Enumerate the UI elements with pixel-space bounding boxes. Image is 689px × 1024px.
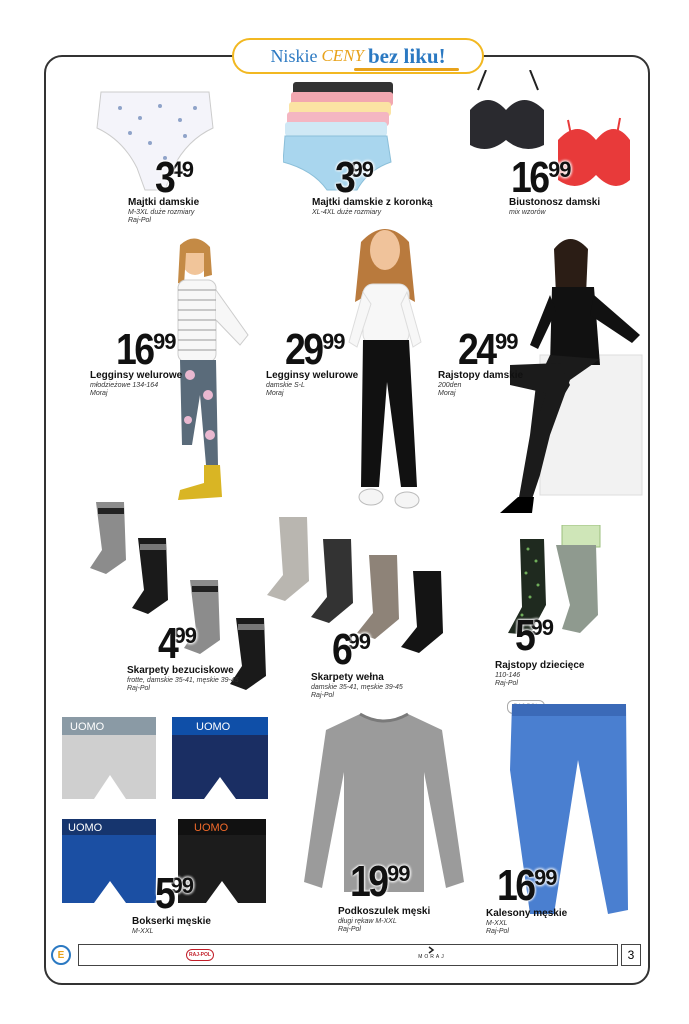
price-skarpety-welna: 6 99 [332, 625, 370, 674]
eleclerc-logo-icon: E [51, 945, 71, 965]
header-underline [354, 68, 459, 71]
price-biustonosz: 16 99 [511, 153, 571, 202]
header-part3: bez liku! [367, 43, 446, 68]
price-skarpety-bezuciskowe: 4 99 [158, 619, 196, 668]
price-rajstopy-dzieciece: 5 99 [515, 611, 553, 660]
header-banner [232, 38, 484, 74]
info-majtki-koronka: Majtki damskie z koronką XL-4XL duże rozmiary [312, 197, 433, 216]
info-kalesony: Kalesony męskie M-XXL Raj-Pol [486, 908, 568, 936]
info-skarpety-welna: Skarpety wełna damskie 35-41, męskie 39-45 Raj-Pol [311, 672, 403, 700]
info-legginsy-mlodziezowe: Legginsy welurowe młodzieżowe 134-164 Moraj [90, 370, 183, 398]
info-rajstopy-dzieciece: Rajstopy dziecięce 110-146 Raj-Pol [495, 660, 585, 688]
info-bokserki: Bokserki męskie M-XXL [132, 916, 211, 935]
moraj-chevron-icon [427, 946, 437, 954]
info-majtki-damskie: Majtki damskie M-3XL duże rozmiary Raj-Pol [128, 197, 200, 225]
info-legginsy-damskie: Legginsy welurowe damskie S-L Moraj [266, 370, 359, 398]
price-kalesony: 16 99 [497, 861, 557, 910]
boxer-brand-3: UOMO [68, 822, 103, 834]
page-number: 3 [621, 944, 641, 966]
price-podkoszulek: 19 99 [350, 857, 410, 906]
rajpol-logo: RAJ-POL [186, 949, 214, 961]
price-majtki-damskie: 3 49 [155, 153, 193, 202]
info-skarpety-bezuciskowe: Skarpety bezuciskowe frotte, damskie 35-41, męskie 39-45 Raj-Pol [127, 665, 239, 693]
boxer-brand-1: UOMO [70, 721, 105, 733]
price-legginsy-damskie: 29 99 [285, 325, 345, 374]
moraj-logo [412, 946, 452, 964]
moraj-text: MORAJ [418, 954, 446, 960]
price-bokserki: 5 99 [155, 869, 193, 918]
boxer-brand-4: UOMO [194, 822, 229, 834]
boxer-brand-2: UOMO [196, 721, 231, 733]
price-legginsy-mlodziezowe: 16 99 [116, 325, 176, 374]
info-biustonosz: Biustonosz damski mix wzorów [509, 197, 601, 216]
price-rajstopy-damskie: 24 99 [458, 325, 518, 374]
price-majtki-koronka: 3 99 [335, 153, 373, 202]
header-part1: Niskie [270, 45, 318, 66]
info-podkoszulek: Podkoszulek męski długi rękaw M-XXL Raj-Pol [338, 906, 431, 934]
info-rajstopy-damskie: Rajstopy damskie 200den Moraj [438, 370, 524, 398]
footer-bar [78, 944, 618, 966]
header-part2: CENY [321, 46, 364, 65]
